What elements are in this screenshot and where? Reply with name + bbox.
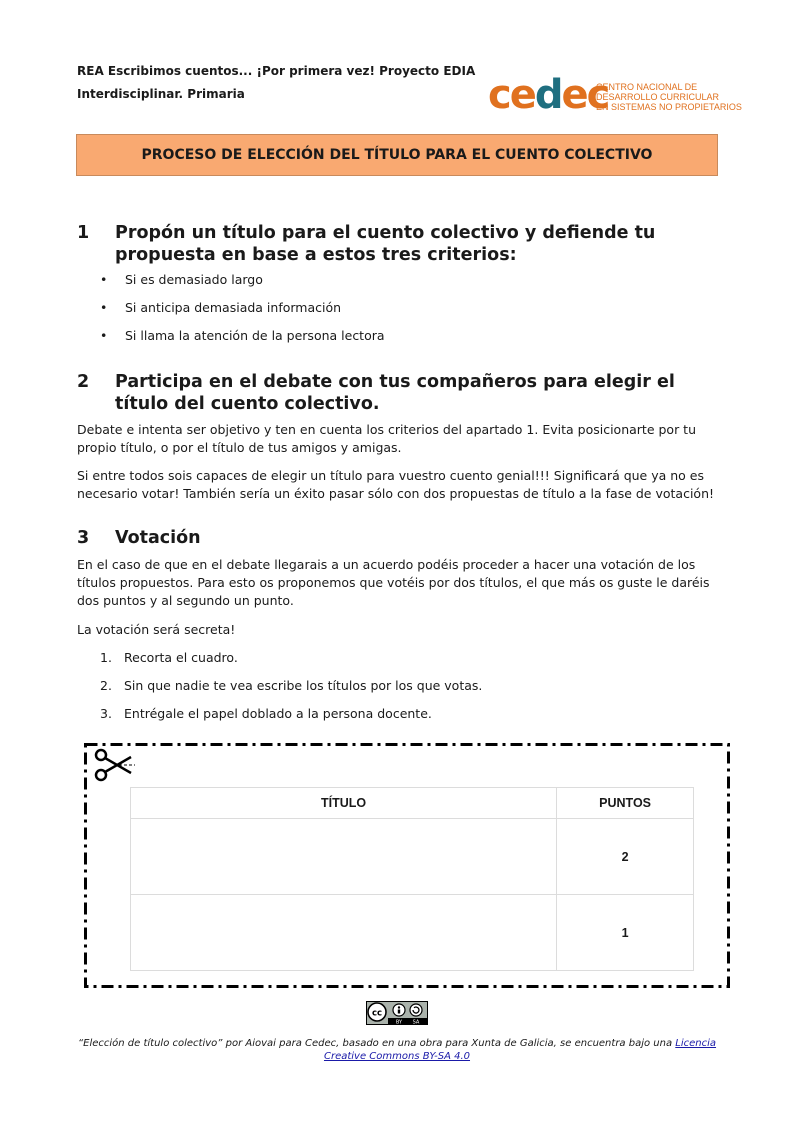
header-line-1: REA Escribimos cuentos... ¡Por primera vez! Proyecto EDIA bbox=[77, 64, 476, 78]
cc-by-sa-license-icon bbox=[366, 1001, 428, 1025]
column-header-title: TÍTULO bbox=[131, 788, 557, 819]
title-entry-cell[interactable] bbox=[131, 895, 557, 971]
section-1-number: 1 bbox=[77, 223, 90, 243]
section-1-title: Propón un título para el cuento colectivo y defiende tu propuesta en base a estos tres criterios: bbox=[115, 223, 656, 265]
section-1-heading bbox=[77, 222, 717, 266]
svg-text:BY: BY bbox=[395, 1019, 403, 1025]
points-cell: 2 bbox=[557, 819, 694, 895]
scissors-icon bbox=[93, 747, 135, 783]
title-banner: PROCESO DE ELECCIÓN DEL TÍTULO PARA EL CUENTO COLECTIVO bbox=[76, 134, 718, 176]
section-3-number: 3 bbox=[77, 528, 90, 548]
section-3-title: Votación bbox=[115, 528, 201, 548]
list-item: • Si llama la atención de la persona lectora bbox=[98, 327, 385, 355]
criteria-list bbox=[98, 271, 385, 355]
document-header bbox=[77, 60, 475, 106]
title-entry-cell[interactable] bbox=[131, 819, 557, 895]
license-link[interactable]: Licencia Creative Commons BY-SA 4.0 bbox=[323, 1038, 717, 1062]
svg-text:SA: SA bbox=[412, 1019, 420, 1025]
table-header-row bbox=[131, 788, 694, 819]
table-row bbox=[131, 819, 694, 895]
header-line-2: Interdisciplinar. Primaria bbox=[77, 87, 245, 101]
section-2-heading bbox=[77, 371, 717, 415]
list-item: • Si anticipa demasiada información bbox=[98, 299, 385, 327]
section-3-paragraph-1: En el caso de que en el debate llegarais a un acuerdo podéis proceder a hacer una votación de los títulos propuestos. Para esto os proponemos que votéis por dos títulos, el que más os guste le daréis dos puntos y al segundo un punto. bbox=[77, 557, 710, 608]
section-3-paragraph-2: La votación será secreta! bbox=[77, 622, 236, 637]
list-item: • Si es demasiado largo bbox=[98, 271, 385, 299]
column-header-points: PUNTOS bbox=[557, 788, 694, 819]
license-footer bbox=[77, 1037, 717, 1063]
voting-steps-list bbox=[100, 649, 482, 733]
list-item: 3. Entrégale el papel doblado a la persona docente. bbox=[100, 706, 432, 721]
table-row bbox=[131, 895, 694, 971]
list-item: 2. Sin que nadie te vea escribe los títulos por los que votas. bbox=[100, 678, 483, 693]
section-2-number: 2 bbox=[77, 372, 90, 392]
cedec-logo bbox=[488, 72, 742, 120]
footer-text: “Elección de título colectivo” por Aiovai para Cedec, basado en una obra para Xunta de Galicia, se encuentra bajo una bbox=[77, 1038, 676, 1049]
section-2-paragraph-2: Si entre todos sois capaces de elegir un título para vuestro cuento genial!!! Significará que ya no es necesario votar! También sería un éxito pasar sólo con dos propuestas de título a la fase de votación! bbox=[77, 468, 715, 501]
list-item: 1. Recorta el cuadro. bbox=[100, 650, 238, 665]
section-2-paragraph-1: Debate e intenta ser objetivo y ten en cuenta los criterios del apartado 1. Evita posicionarte por tu propio título, o por el título de tus amigos y amigas. bbox=[77, 422, 697, 455]
points-cell: 1 bbox=[557, 895, 694, 971]
section-2-title: Participa en el debate con tus compañeros para elegir el título del cuento colectivo. bbox=[115, 372, 675, 414]
voting-table bbox=[130, 787, 694, 971]
cedec-logo-subtitle: CENTRO NACIONAL DE DESARROLLO CURRICULAR EN SISTEMAS NO PROPIETARIOS bbox=[596, 82, 742, 112]
section-3-heading bbox=[77, 527, 717, 549]
cedec-logo-wordmark: cedec bbox=[488, 72, 609, 118]
svg-text:cc: cc bbox=[371, 1008, 383, 1019]
